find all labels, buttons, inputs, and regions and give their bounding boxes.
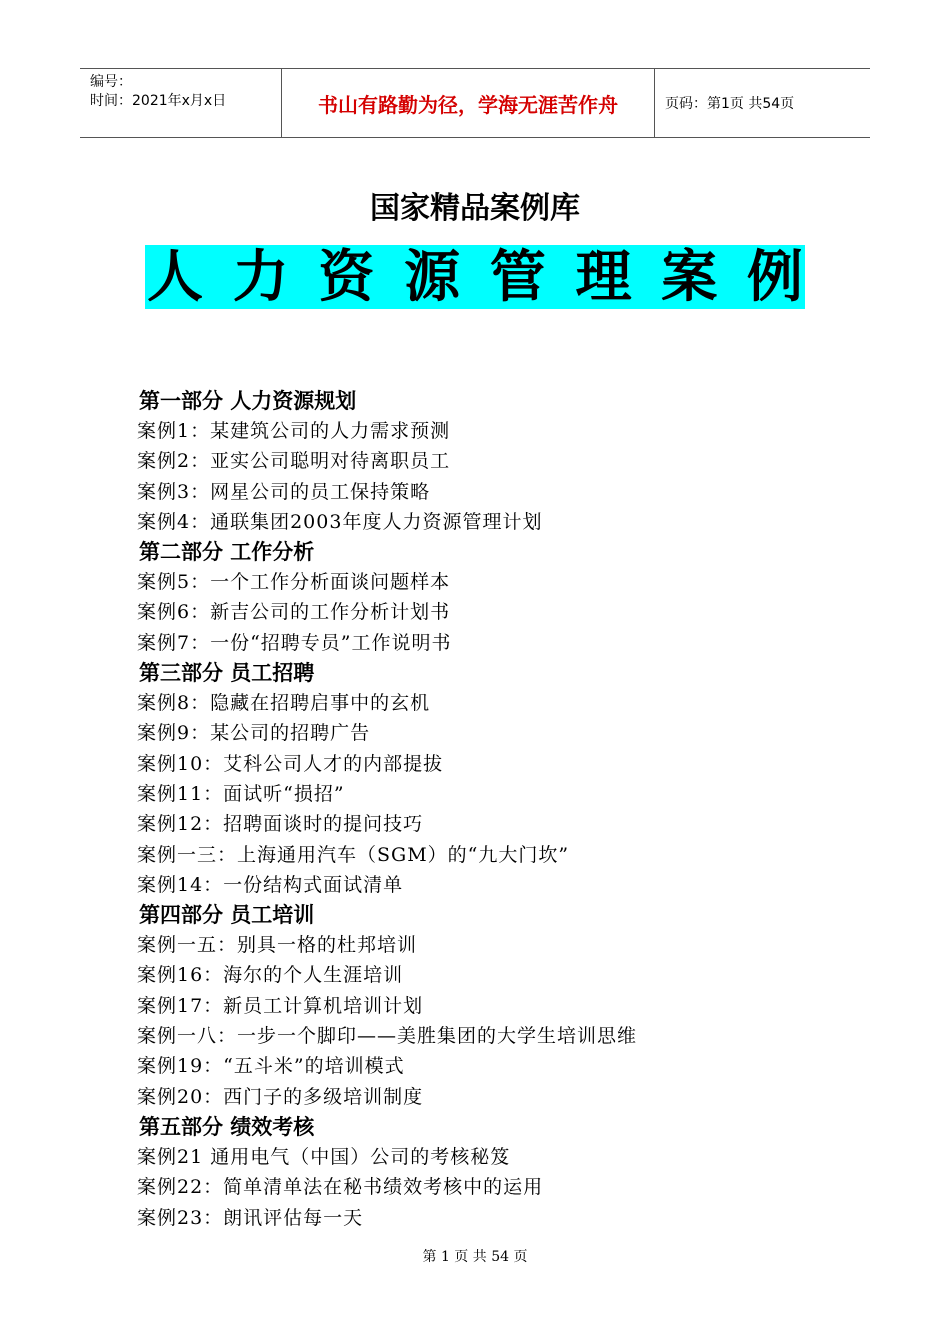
banner-char: 人 bbox=[147, 244, 203, 310]
banner-char: 源 bbox=[404, 244, 461, 310]
case-entry: 案例8：隐藏在招聘启事中的玄机 bbox=[137, 692, 431, 715]
header-meta bbox=[80, 69, 282, 137]
document-title: 国家精品案例库 bbox=[370, 191, 580, 226]
case-entry: 案例16：海尔的个人生涯培训 bbox=[137, 964, 404, 987]
case-entry: 案例9：某公司的招聘广告 bbox=[137, 722, 371, 745]
case-entry: 案例一五：别具一格的杜邦培训 bbox=[137, 934, 418, 957]
header-table bbox=[80, 68, 870, 138]
case-entry: 案例10：艾科公司人才的内部提拔 bbox=[137, 752, 444, 775]
banner-char: 资 bbox=[318, 244, 375, 310]
case-entry: 案例4：通联集团2003年度人力资源管理计划 bbox=[137, 510, 543, 533]
banner-char: 管 bbox=[489, 244, 546, 310]
case-entry: 案例11：面试听“损招” bbox=[137, 782, 345, 805]
number-label: 编号： bbox=[90, 74, 132, 90]
section-heading: 第二部分 工作分析 bbox=[139, 540, 315, 565]
case-entry: 案例23：朗讯评估每一天 bbox=[137, 1206, 364, 1229]
case-entry: 案例5：一个工作分析面谈问题样本 bbox=[137, 571, 451, 594]
banner-char: 案 bbox=[661, 244, 718, 310]
case-entry: 案例20：西门子的多级培训制度 bbox=[137, 1085, 424, 1108]
section-heading: 第四部分 员工培训 bbox=[139, 903, 315, 928]
case-entry: 案例22：简单清单法在秘书绩效考核中的运用 bbox=[137, 1176, 544, 1199]
case-entry: 案例7：一份“招聘专员”工作说明书 bbox=[137, 631, 452, 654]
banner-char: 力 bbox=[232, 244, 289, 310]
banner-title bbox=[145, 245, 805, 309]
case-entry: 案例2：亚实公司聪明对待离职员工 bbox=[137, 450, 451, 473]
section-heading: 第三部分 员工招聘 bbox=[139, 661, 315, 686]
table-of-contents bbox=[137, 386, 857, 1233]
case-entry: 案例1：某建筑公司的人力需求预测 bbox=[137, 420, 451, 442]
case-entry: 案例19：“五斗米”的培训模式 bbox=[137, 1055, 405, 1078]
case-entry: 案例6：新吉公司的工作分析计划书 bbox=[137, 601, 451, 624]
section-heading: 第五部分 绩效考核 bbox=[139, 1114, 315, 1139]
case-entry: 案例3：网星公司的员工保持策略 bbox=[137, 480, 431, 503]
case-entry: 案例一三：上海通用汽车（SGM）的“九大门坎” bbox=[137, 843, 570, 866]
case-entry: 案例21 通用电气（中国）公司的考核秘笈 bbox=[137, 1145, 511, 1168]
banner-char: 例 bbox=[746, 244, 803, 310]
header-motto: 书山有路勤为径，学海无涯苦作舟 bbox=[282, 69, 655, 137]
case-entry: 案例12：招聘面谈时的提问技巧 bbox=[137, 813, 424, 836]
header-page-info: 页码：第1页 共54页 bbox=[665, 96, 795, 112]
section-heading: 第一部分 人力资源规划 bbox=[139, 389, 357, 413]
case-entry: 案例14：一份结构式面试清单 bbox=[137, 873, 404, 896]
case-entry: 案例17：新员工计算机培训计划 bbox=[137, 994, 424, 1017]
case-entry: 案例一八：一步一个脚印——美胜集团的大学生培训思维 bbox=[137, 1025, 638, 1048]
time-label: 时间：2021年x月x日 bbox=[90, 93, 227, 109]
banner-char: 理 bbox=[575, 244, 632, 310]
page-footer: 第 1 页 共 54 页 bbox=[422, 1249, 528, 1265]
